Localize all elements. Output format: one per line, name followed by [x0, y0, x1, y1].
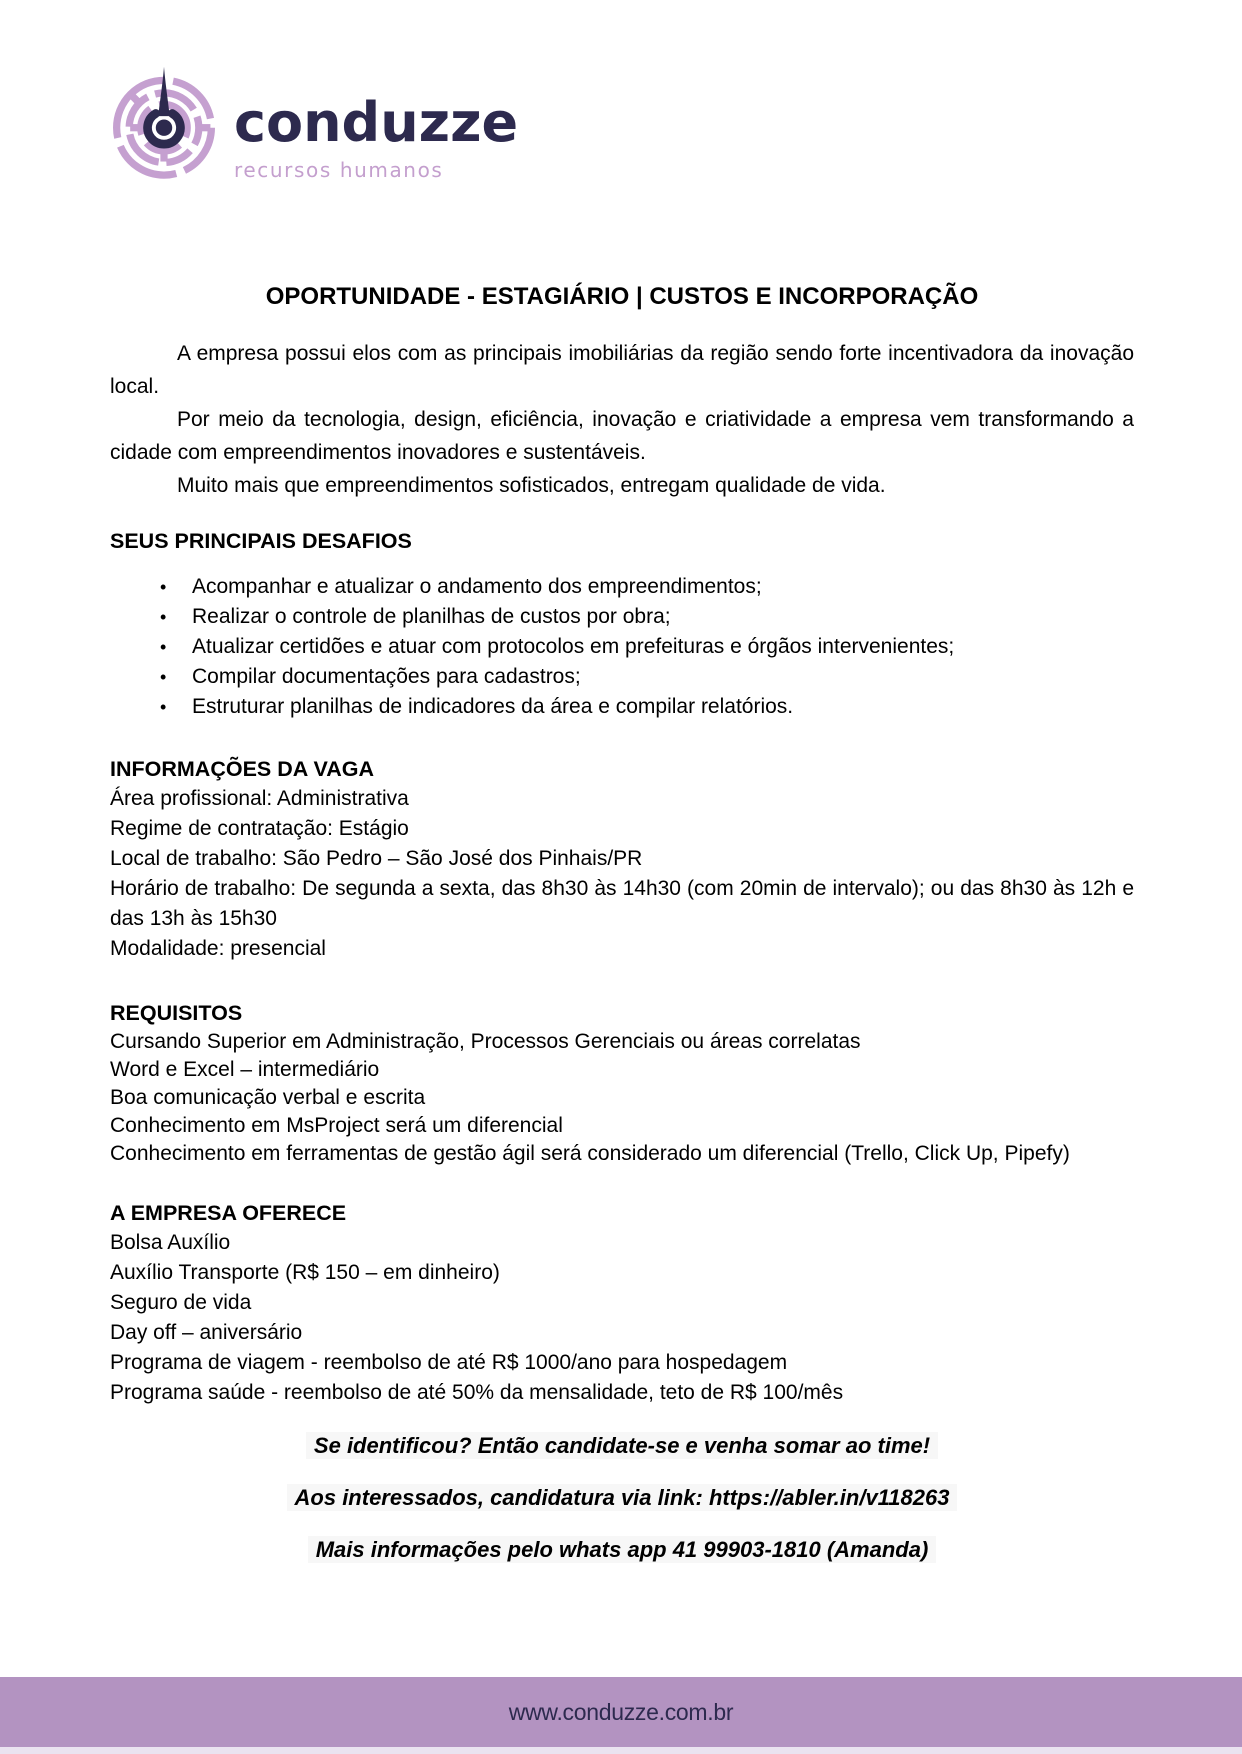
- footer-website-url: www.conduzze.com.br: [508, 1698, 734, 1725]
- vaga-line: Modalidade: presencial: [110, 937, 326, 960]
- requisito-line: Conhecimento em ferramentas de gestão ágil será considerado um diferencial (Trello, Click Up, Pipefy): [110, 1142, 1070, 1165]
- vaga-line: Horário de trabalho: De segunda a sexta, das 8h30 às 14h30 (com 20min de intervalo); ou das 8h30 às 12h e das 13h às 15h30: [110, 877, 1134, 930]
- document-body: [110, 283, 1134, 1588]
- cta-line: [110, 1484, 1134, 1512]
- bullet-item: • Realizar o controle de planilhas de custos por obra;: [110, 602, 1134, 632]
- cta-block: [110, 1432, 1134, 1564]
- vaga-line: Local de trabalho: São Pedro – São José dos Pinhais/PR: [110, 847, 643, 870]
- bullet-item: • Atualizar certidões e atuar com protocolos em prefeituras e órgãos intervenientes;: [110, 632, 1134, 662]
- intro-paragraphs: [110, 337, 1134, 502]
- vaga-lines: [110, 784, 1134, 964]
- section-heading-desafios: SEUS PRINCIPAIS DESAFIOS: [110, 529, 412, 553]
- vaga-line: Regime de contratação: Estágio: [110, 817, 409, 840]
- logo-text-block: [234, 58, 518, 182]
- requisito-line: Boa comunicação verbal e escrita: [110, 1086, 426, 1109]
- bullet-item: • Estruturar planilhas de indicadores da área e compilar relatórios.: [110, 692, 1134, 722]
- section-desafios: [110, 526, 1134, 722]
- cta-line: [110, 1536, 1134, 1564]
- section-heading-oferece: A EMPRESA OFERECE: [110, 1201, 347, 1225]
- oferece-lines: [110, 1228, 1134, 1408]
- requisito-line: Word e Excel – intermediário: [110, 1058, 380, 1081]
- intro-paragraph: Muito mais que empreendimentos sofisticados, entregam qualidade de vida.: [177, 474, 886, 497]
- oferece-line: Programa saúde - reembolso de até 50% da mensalidade, teto de R$ 100/mês: [110, 1381, 844, 1404]
- oferece-line: Day off – aniversário: [110, 1321, 303, 1344]
- intro-paragraph: Por meio da tecnologia, design, eficiência, inovação e criatividade a empresa vem transformando a cidade com empreendimentos inovadores e sustentáveis.: [110, 408, 1134, 464]
- footer-bar: [0, 1677, 1242, 1747]
- footer-bottom-strip: [0, 1747, 1242, 1754]
- oferece-line: Seguro de vida: [110, 1291, 252, 1314]
- brand-name: conduzze: [234, 91, 519, 154]
- intro-paragraph: A empresa possui elos com as principais imobiliárias da região sendo forte incentivadora da inovação local.: [110, 342, 1134, 398]
- oferece-line: Programa de viagem - reembolso de até R$ 1000/ano para hospedagem: [110, 1351, 788, 1374]
- section-heading-requisitos: REQUISITOS: [110, 1001, 243, 1025]
- page-title: OPORTUNIDADE - ESTAGIÁRIO | CUSTOS E INCORPORAÇÃO: [265, 283, 979, 310]
- section-heading-vaga: INFORMAÇÕES DA VAGA: [110, 757, 374, 781]
- cta-line-text: Aos interessados, candidatura via link: https://abler.in/v118263: [287, 1484, 958, 1511]
- bullet-item: • Compilar documentações para cadastros;: [110, 662, 1134, 692]
- logo: [106, 58, 518, 182]
- vaga-line: Área profissional: Administrativa: [110, 787, 409, 810]
- cta-line: [110, 1432, 1134, 1460]
- oferece-line: Bolsa Auxílio: [110, 1231, 231, 1254]
- requisito-line: Cursando Superior em Administração, Processos Gerenciais ou áreas correlatas: [110, 1030, 861, 1053]
- section-requisitos: [110, 998, 1134, 1168]
- cta-line-text: Mais informações pelo whats app 41 99903-1810 (Amanda): [308, 1536, 937, 1563]
- requisito-line: Conhecimento em MsProject será um diferencial: [110, 1114, 563, 1137]
- maze-compass-logo-icon: [106, 58, 222, 180]
- cta-line-text: Se identificou? Então candidate-se e venha somar ao time!: [306, 1432, 938, 1459]
- brand-tagline: recursos humanos: [234, 158, 444, 182]
- requisitos-lines: [110, 1028, 1134, 1168]
- desafios-bullet-list: [110, 572, 1134, 722]
- bullet-item: • Acompanhar e atualizar o andamento dos empreendimentos;: [110, 572, 1134, 602]
- section-oferece: [110, 1198, 1134, 1408]
- oferece-line: Auxílio Transporte (R$ 150 – em dinheiro): [110, 1261, 500, 1284]
- section-vaga: [110, 754, 1134, 964]
